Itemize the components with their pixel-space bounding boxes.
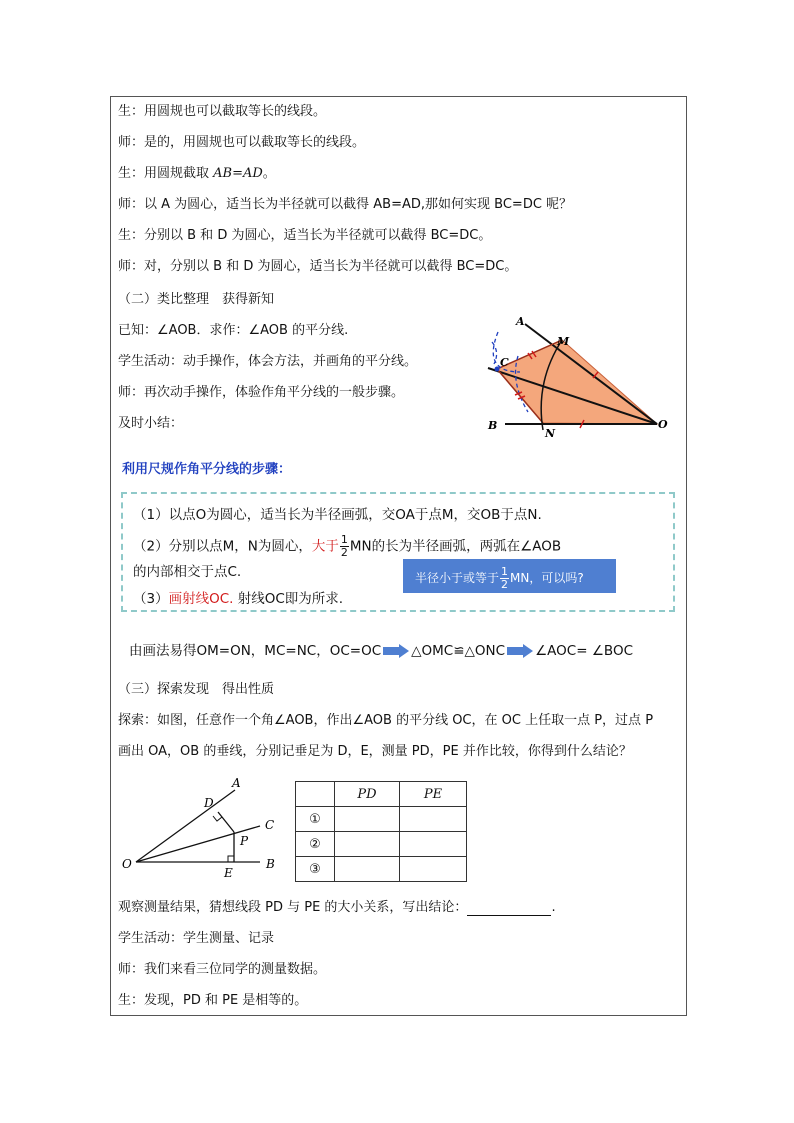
table-cell[interactable] <box>335 832 400 857</box>
label-o: O <box>658 418 668 431</box>
table-row <box>296 832 467 857</box>
steps-title: 利用尺规作角平分线的步骤： <box>122 462 292 477</box>
proof-line: 由画法易得OM=ON，MC=NC，OC=OC △OMC≌△ONC ∠AOC= ∠BOC <box>129 643 634 659</box>
point-c <box>495 367 500 372</box>
measurement-table <box>295 781 467 882</box>
label-p: P <box>240 834 249 848</box>
answer-blank[interactable] <box>467 903 551 916</box>
label-b: B <box>488 419 498 432</box>
explore-line-2: 画出 OA，OB 的垂线，分别记垂足为 D，E，测量 PD，PE 并作比较，你得到什么结论？ <box>118 744 632 759</box>
step-3: （3）画射线OC. 射线OC即为所求. <box>133 591 344 607</box>
segment-pd <box>218 812 234 832</box>
arrow-right-icon <box>507 644 533 658</box>
given-text: 已知：∠AOB．求作：∠AOB 的平分线. <box>118 323 349 338</box>
table-cell[interactable] <box>400 857 467 882</box>
row-number: ① <box>296 807 335 832</box>
label-c: C <box>500 356 509 369</box>
student-found-text: 生：发现，PD 和 PE 是相等的。 <box>118 993 308 1008</box>
label-b: B <box>266 857 275 871</box>
label-o: O <box>122 857 132 871</box>
kite-fill <box>497 340 657 424</box>
dialogue-line-2: 师：是的，用圆规也可以截取等长的线段。 <box>118 135 366 150</box>
row-number: ② <box>296 832 335 857</box>
summary-label: 及时小结： <box>118 416 184 431</box>
dialogue-line-1: 生：用圆规也可以截取等长的线段。 <box>118 104 327 119</box>
explore-line-1: 探索：如图，任意作一个角∠AOB，作出∠AOB 的平分线 OC，在 OC 上任取一点 P，过点 P <box>118 713 654 728</box>
table-cell[interactable] <box>335 857 400 882</box>
right-angle-d <box>213 816 222 821</box>
section-three-heading: （三）探索发现 得出性质 <box>118 682 275 697</box>
table-cell[interactable] <box>400 807 467 832</box>
dialogue-line-5: 生：分别以 B 和 D 为圆心，适当长为半径就可以截得 BC=DC。 <box>118 228 492 243</box>
arrow-right-icon <box>383 644 409 658</box>
section-two-heading: （二）类比整理 获得新知 <box>118 292 275 307</box>
angle-bisector-construction-figure <box>480 312 680 442</box>
ray-oa <box>136 790 235 862</box>
row-number: ③ <box>296 857 335 882</box>
dialogue-line-6: 师：对，分别以 B 和 D 为圆心，适当长为半径就可以截得 BC=DC。 <box>118 259 518 274</box>
table-cell[interactable] <box>400 832 467 857</box>
perpendicular-distance-figure <box>120 774 285 884</box>
teacher-data-text: 师：我们来看三位同学的测量数据。 <box>118 962 327 977</box>
label-c: C <box>265 818 275 832</box>
question-callout: 半径小于或等于 $\frac{1}{2}$ MN，可以吗? <box>403 559 616 593</box>
table-row <box>296 807 467 832</box>
dialogue-line-3: 生：用圆规截取 AB=AD。 <box>118 166 276 181</box>
step-2: （2）分别以点M，N为圆心，大于 $\frac{1}{2}$ MN的长为半径画弧，两弧在∠AOB <box>133 533 562 559</box>
activity-2-text: 学生活动：学生测量、记录 <box>118 931 275 946</box>
activity-text: 学生活动：动手操作，体会方法，并画角的平分线。 <box>118 354 418 369</box>
table-header-pd: PD <box>335 782 400 807</box>
table-row <box>296 857 467 882</box>
table-header-row <box>296 782 467 807</box>
step-2-continued: 的内部相交于点C. <box>133 564 242 580</box>
label-a: A <box>232 776 241 790</box>
label-e: E <box>224 866 233 880</box>
label-n: N <box>545 427 556 440</box>
table-header-pe: PE <box>400 782 467 807</box>
table-header-cell <box>296 782 335 807</box>
teacher-again-text: 师：再次动手操作，体验作角平分线的一般步骤。 <box>118 385 405 400</box>
step-1: （1）以点O为圆心，适当长为半径画弧，交OA于点M，交OB于点N. <box>133 507 542 523</box>
label-m: M <box>557 335 570 348</box>
dialogue-line-4: 师：以 A 为圆心，适当长为半径就可以截得 AB=AD,那如何实现 BC=DC 呢？ <box>118 197 573 212</box>
table-cell[interactable] <box>335 807 400 832</box>
observe-line: 观察测量结果，猜想线段 PD 与 PE 的大小关系，写出结论： . <box>118 900 556 915</box>
fraction-half: $\frac{1}{2}$ <box>340 533 348 559</box>
right-angle-e <box>228 856 234 862</box>
label-d: D <box>204 796 214 810</box>
label-a: A <box>516 315 525 328</box>
